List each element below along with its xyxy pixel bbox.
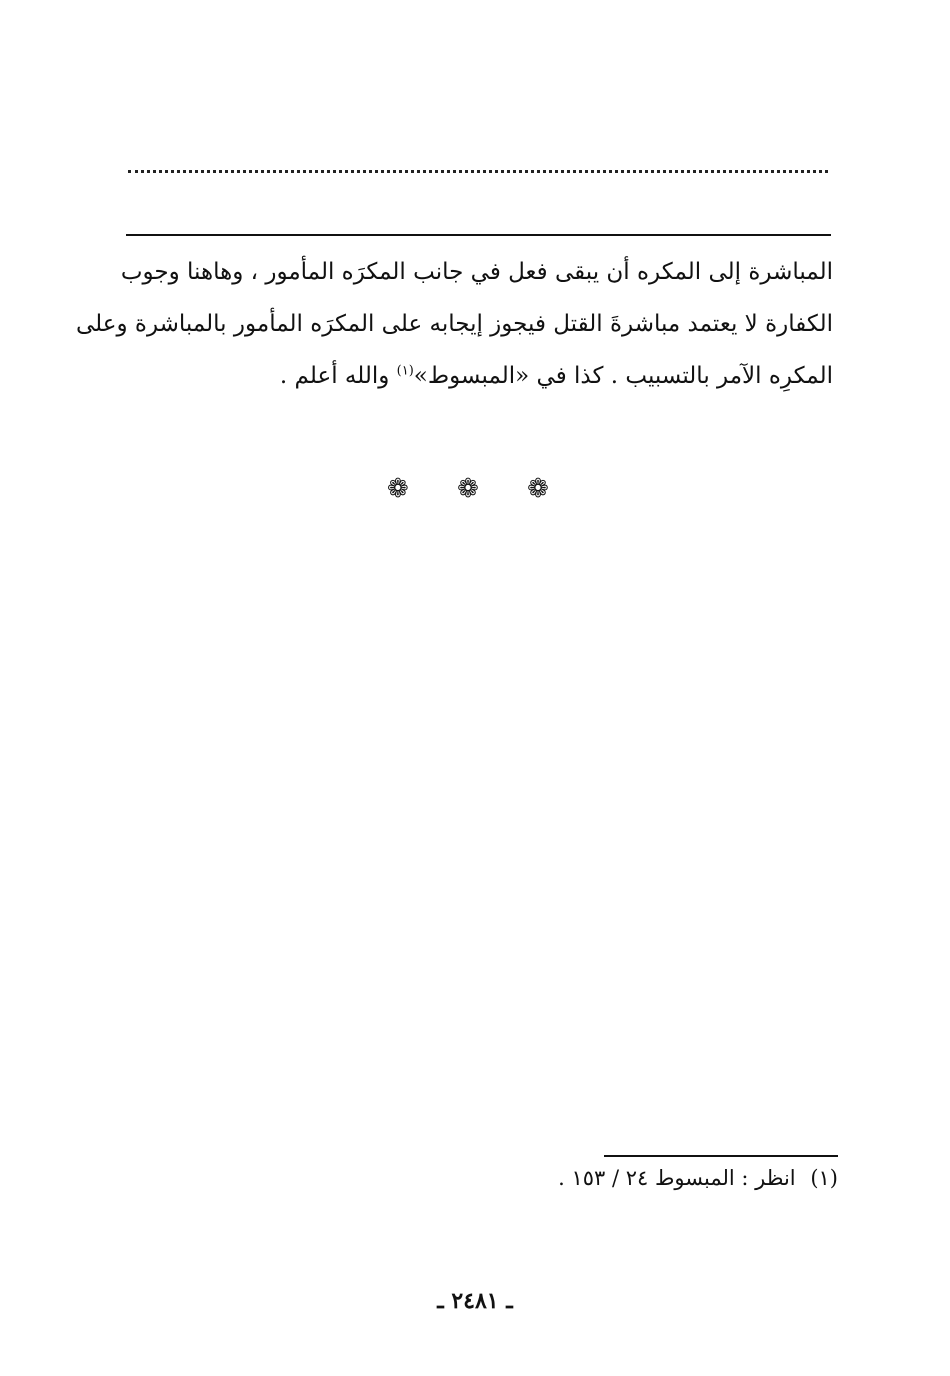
main-text-line-2: الكفارة لا يعتمد مباشرةَ القتل فيجوز إيجابه على المكرَه المأمور بالمباشرة وعلى bbox=[75, 311, 833, 337]
footnote-rule bbox=[604, 1155, 838, 1157]
footnote-text: انظر : المبسوط ٢٤ / ١٥٣ . bbox=[558, 1166, 796, 1190]
dotted-separator bbox=[128, 170, 828, 173]
flower-ornament-icon: ❁ bbox=[387, 474, 423, 504]
flower-ornament-icon: ❁ bbox=[457, 474, 493, 504]
main-text-line-1: المباشرة إلى المكره أن يبقى فعل في جانب المكرَه المأمور ، وهاهنا وجوب bbox=[120, 259, 833, 285]
main-text-line-3 bbox=[126, 350, 833, 402]
section-ornaments bbox=[0, 474, 950, 504]
main-text-closing: والله أعلم . bbox=[279, 363, 397, 389]
flower-ornament-icon: ❁ bbox=[527, 474, 563, 504]
footnote bbox=[558, 1166, 838, 1190]
text-top-rule bbox=[126, 234, 831, 236]
page-number: ـ ٢٤٨١ ـ bbox=[437, 1288, 513, 1314]
main-text-line-3-start: المكرِه الآمر بالتسبيب . كذا في «المبسوط» bbox=[413, 363, 833, 389]
main-text bbox=[75, 246, 833, 402]
footnote-reference[interactable]: (١) bbox=[396, 363, 414, 379]
footnote-number: (١) bbox=[810, 1166, 838, 1190]
